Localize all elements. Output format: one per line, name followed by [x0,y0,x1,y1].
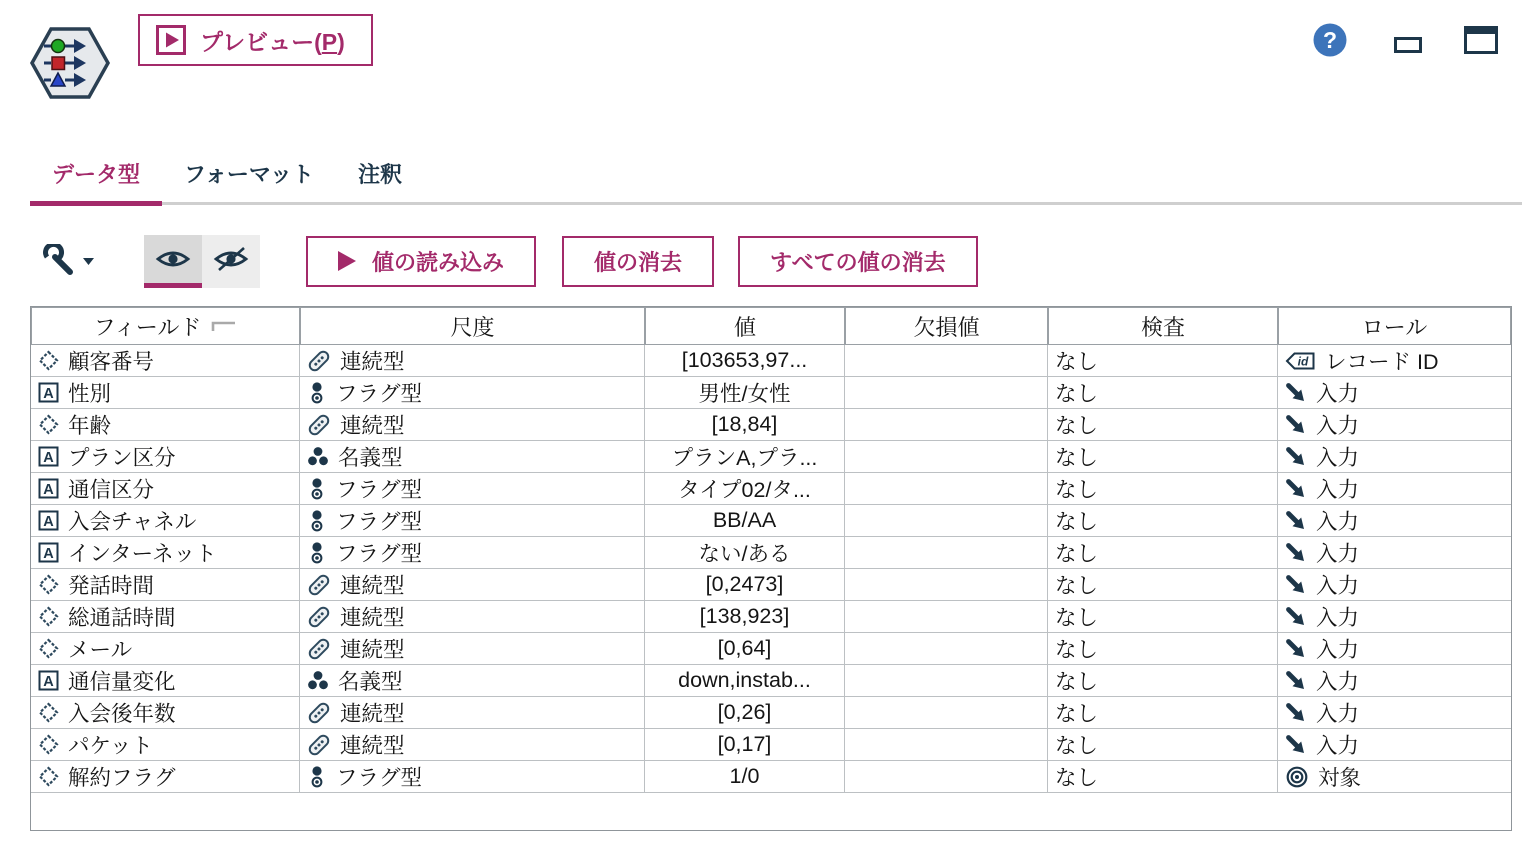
value-label: [0,64] [717,636,772,660]
measurement-cell[interactable] [300,473,645,505]
numeric-field-icon [38,638,59,659]
measure-label: 連続型 [340,606,405,630]
field-options-menu-button[interactable] [38,240,98,282]
check-label: なし [1055,574,1099,598]
string-field-icon [38,670,59,691]
value-visibility-toggle [144,235,260,288]
string-field-icon [38,382,59,403]
tab-format[interactable]: フォーマット [184,162,315,187]
role-label: 入力 [1316,702,1360,726]
numeric-field-icon [38,414,59,435]
check-cell[interactable] [1048,441,1278,473]
missing-cell[interactable] [845,473,1048,505]
field-label: パケット [68,734,153,758]
field-cell[interactable] [31,377,300,409]
measure-label: フラグ型 [336,382,423,406]
tab-data-type[interactable]: データ型 [30,152,162,206]
value-label: [138,923] [699,604,790,628]
measurement-cell[interactable] [300,601,645,633]
role-cell[interactable] [1278,409,1511,441]
help-icon [1312,22,1348,58]
input-role-icon [1285,446,1307,468]
role-label: 入力 [1316,414,1360,438]
flag-measure-icon [307,509,327,533]
measure-label: 連続型 [340,638,405,662]
missing-cell[interactable] [845,537,1048,569]
eye-slash-icon [213,246,249,272]
measure-label: 名義型 [338,446,403,470]
field-cell[interactable] [31,633,300,665]
caret-down-icon [83,258,94,265]
role-cell[interactable] [1278,633,1511,665]
role-cell[interactable] [1278,569,1511,601]
column-header-missing[interactable]: 欠損値 [845,307,1048,345]
field-label: 年齢 [68,414,112,438]
check-label: なし [1055,702,1099,726]
check-cell[interactable] [1048,729,1278,761]
values-cell[interactable] [645,409,845,441]
table-row[interactable] [31,441,1511,473]
missing-cell[interactable] [845,601,1048,633]
string-field-icon [38,446,59,467]
nominal-measure-icon [307,446,329,468]
measure-label: 連続型 [340,414,405,438]
table-row[interactable] [31,729,1511,761]
value-label: タイプ02/タ... [678,478,811,502]
table-row[interactable] [31,473,1511,505]
check-cell[interactable] [1048,473,1278,505]
string-field-icon [38,510,59,531]
role-label: 入力 [1316,606,1360,630]
check-label: なし [1055,510,1099,534]
missing-cell[interactable] [845,665,1048,697]
measurement-cell[interactable] [300,761,645,793]
check-cell[interactable] [1048,409,1278,441]
measure-label: 名義型 [338,670,403,694]
flag-measure-icon [307,477,327,501]
record-id-role-icon [1285,350,1316,372]
field-cell[interactable] [31,665,300,697]
value-label: [0,26] [717,700,772,724]
input-role-icon [1285,670,1307,692]
table-row[interactable] [31,633,1511,665]
table-row[interactable] [31,601,1511,633]
table-row[interactable] [31,409,1511,441]
measurement-cell[interactable] [300,441,645,473]
role-cell[interactable] [1278,377,1511,409]
value-label: down,instab... [678,668,811,692]
measurement-cell[interactable] [300,729,645,761]
value-label: [0,2473] [705,572,784,596]
column-header-values[interactable]: 値 [645,307,845,345]
values-cell[interactable] [645,601,845,633]
role-cell[interactable] [1278,505,1511,537]
field-label: メール [68,638,133,662]
column-header-measurement[interactable]: 尺度 [300,307,645,345]
continuous-measure-icon [307,637,331,661]
field-label: インターネット [68,542,217,566]
table-row[interactable] [31,761,1511,793]
table-row[interactable] [31,569,1511,601]
missing-cell[interactable] [845,729,1048,761]
missing-cell[interactable] [845,409,1048,441]
role-label: レコード ID [1325,350,1439,374]
svg-text:A: A [43,482,54,498]
continuous-measure-icon [307,701,331,725]
role-label: 入力 [1316,382,1360,406]
clear-all-values-label: すべての値の消去 [770,249,946,275]
check-label: なし [1055,478,1099,502]
tab-annotation[interactable]: 注釈 [358,162,403,187]
clear-all-values-button[interactable] [738,236,978,287]
role-cell[interactable] [1278,665,1511,697]
table-row[interactable] [31,537,1511,569]
field-cell[interactable] [31,441,300,473]
column-header-field[interactable] [31,307,300,345]
value-label: プランA,プラ... [671,446,818,470]
values-cell[interactable] [645,537,845,569]
help-button[interactable] [1312,22,1348,58]
numeric-field-icon [38,702,59,723]
check-label: なし [1055,446,1099,470]
check-label: なし [1055,638,1099,662]
continuous-measure-icon [307,605,331,629]
check-cell[interactable] [1048,505,1278,537]
check-label: なし [1055,766,1099,790]
check-cell[interactable] [1048,665,1278,697]
measure-label: 連続型 [340,350,405,374]
read-values-label: 値の読み込み [372,249,505,275]
field-cell[interactable] [31,601,300,633]
field-label: 総通話時間 [68,606,176,630]
input-role-icon [1285,510,1307,532]
numeric-field-icon [38,606,59,627]
field-cell[interactable] [31,729,300,761]
measurement-cell[interactable] [300,505,645,537]
preview-button-label: プレビュー(P) [200,28,345,55]
numeric-field-icon [38,350,59,371]
check-label: なし [1055,382,1099,406]
role-label: 入力 [1316,478,1360,502]
role-label: 入力 [1316,638,1360,662]
field-cell[interactable] [31,345,300,377]
column-header-check[interactable]: 検査 [1048,307,1278,345]
play-icon [338,251,356,271]
measure-label: フラグ型 [336,766,423,790]
values-cell[interactable] [645,569,845,601]
role-cell[interactable] [1278,697,1511,729]
values-cell[interactable] [645,377,845,409]
value-label: 男性/女性 [698,382,791,406]
measurement-cell[interactable] [300,345,645,377]
field-label: 発話時間 [68,574,155,598]
eye-icon [155,246,191,272]
measurement-cell[interactable] [300,697,645,729]
hide-values-button[interactable] [202,235,260,288]
measure-label: フラグ型 [336,510,423,534]
table-row[interactable] [31,377,1511,409]
role-label: 入力 [1316,670,1360,694]
check-label: なし [1055,542,1099,566]
table-body [31,345,1511,793]
measurement-cell[interactable] [300,537,645,569]
values-cell[interactable] [645,473,845,505]
role-label: 対象 [1318,766,1362,790]
measurement-cell[interactable] [300,569,645,601]
missing-cell[interactable] [845,633,1048,665]
svg-text:A: A [43,674,54,690]
check-label: なし [1055,350,1099,374]
field-label: 通信量変化 [68,670,176,694]
target-role-icon [1285,765,1309,789]
measurement-cell[interactable] [300,633,645,665]
input-role-icon [1285,638,1307,660]
read-values-button[interactable] [306,236,536,287]
field-cell[interactable] [31,473,300,505]
field-label: 入会後年数 [68,702,176,726]
flag-measure-icon [307,765,327,789]
table-row[interactable] [31,665,1511,697]
role-cell[interactable] [1278,345,1511,377]
role-label: 入力 [1316,734,1360,758]
table-empty-area [31,793,1511,829]
show-values-button[interactable] [144,235,202,288]
role-label: 入力 [1316,510,1360,534]
role-cell[interactable] [1278,761,1511,793]
role-label: 入力 [1316,574,1360,598]
field-cell[interactable] [31,409,300,441]
role-label: 入力 [1316,446,1360,470]
input-role-icon [1285,574,1307,596]
field-label: 解約フラグ [68,766,176,790]
wrench-icon [42,244,76,278]
flag-measure-icon [307,541,327,565]
check-cell[interactable] [1048,601,1278,633]
missing-cell[interactable] [845,569,1048,601]
values-cell[interactable] [645,505,845,537]
toolbar [30,232,978,290]
check-cell[interactable] [1048,345,1278,377]
continuous-measure-icon [307,733,331,757]
field-cell[interactable] [31,697,300,729]
svg-text:A: A [43,514,54,530]
input-role-icon [1285,478,1307,500]
check-label: なし [1055,670,1099,694]
clear-values-button[interactable] [562,236,714,287]
measure-label: フラグ型 [336,478,423,502]
field-cell[interactable] [31,569,300,601]
numeric-field-icon [38,574,59,595]
check-cell[interactable] [1048,633,1278,665]
maximize-button[interactable] [1464,26,1498,54]
field-cell[interactable] [31,761,300,793]
value-label: [0,17] [717,732,772,756]
missing-cell[interactable] [845,345,1048,377]
field-label: 性別 [68,382,112,406]
values-cell[interactable] [645,729,845,761]
input-role-icon [1285,702,1307,724]
check-label: なし [1055,606,1099,630]
check-cell[interactable] [1048,569,1278,601]
field-label: 入会チャネル [68,510,197,534]
check-label: なし [1055,414,1099,438]
svg-text:?: ? [1322,27,1338,53]
column-header-role[interactable]: ロール [1278,307,1511,345]
numeric-field-icon [38,734,59,755]
table-row[interactable] [31,697,1511,729]
role-cell[interactable] [1278,441,1511,473]
value-label: BB/AA [712,508,777,532]
input-role-icon [1285,542,1307,564]
check-cell[interactable] [1048,537,1278,569]
check-cell[interactable] [1048,761,1278,793]
measure-label: 連続型 [340,702,405,726]
table-row[interactable] [31,505,1511,537]
measure-label: フラグ型 [336,542,423,566]
missing-cell[interactable] [845,505,1048,537]
values-cell[interactable] [645,633,845,665]
svg-text:id: id [1297,354,1309,368]
values-cell[interactable] [645,441,845,473]
measurement-cell[interactable] [300,409,645,441]
measurement-cell[interactable] [300,377,645,409]
values-cell[interactable] [645,697,845,729]
svg-text:A: A [43,546,54,562]
role-cell[interactable] [1278,537,1511,569]
minimize-button[interactable] [1394,37,1422,53]
table-row[interactable] [31,345,1511,377]
field-label: 通信区分 [68,478,155,502]
column-header-field-label: フィールド [93,314,202,340]
play-box-icon [156,25,186,55]
value-label: [18,84] [711,412,778,436]
svg-text:A: A [43,450,54,466]
field-table [30,306,1512,831]
role-cell[interactable] [1278,729,1511,761]
input-role-icon [1285,734,1307,756]
continuous-measure-icon [307,349,331,373]
check-cell[interactable] [1048,377,1278,409]
role-cell[interactable] [1278,473,1511,505]
input-role-icon [1285,382,1307,404]
clear-values-label: 値の消去 [594,249,683,275]
string-field-icon [38,542,59,563]
field-label: プラン区分 [68,446,176,470]
role-cell[interactable] [1278,601,1511,633]
value-label: ない/ある [698,542,791,566]
missing-cell[interactable] [845,761,1048,793]
numeric-field-icon [38,766,59,787]
table-header [31,307,1511,345]
values-cell[interactable] [645,761,845,793]
value-label: [103653,97... [681,348,808,372]
continuous-measure-icon [307,573,331,597]
check-label: なし [1055,734,1099,758]
continuous-measure-icon [307,413,331,437]
values-cell[interactable] [645,345,845,377]
string-field-icon [38,478,59,499]
tab-bar [30,152,1522,205]
field-cell[interactable] [31,537,300,569]
sort-indicator-icon [211,319,237,333]
value-label: 1/0 [729,764,760,788]
field-cell[interactable] [31,505,300,537]
check-cell[interactable] [1048,697,1278,729]
values-cell[interactable] [645,665,845,697]
input-role-icon [1285,606,1307,628]
measure-label: 連続型 [340,734,405,758]
preview-button[interactable] [138,14,373,66]
flag-measure-icon [307,381,327,405]
missing-cell[interactable] [845,377,1048,409]
svg-text:A: A [43,386,54,402]
input-role-icon [1285,414,1307,436]
field-label: 顧客番号 [68,350,155,374]
missing-cell[interactable] [845,441,1048,473]
role-label: 入力 [1316,542,1360,566]
measurement-cell[interactable] [300,665,645,697]
type-node-icon [28,24,112,102]
measure-label: 連続型 [340,574,405,598]
missing-cell[interactable] [845,697,1048,729]
nominal-measure-icon [307,670,329,692]
